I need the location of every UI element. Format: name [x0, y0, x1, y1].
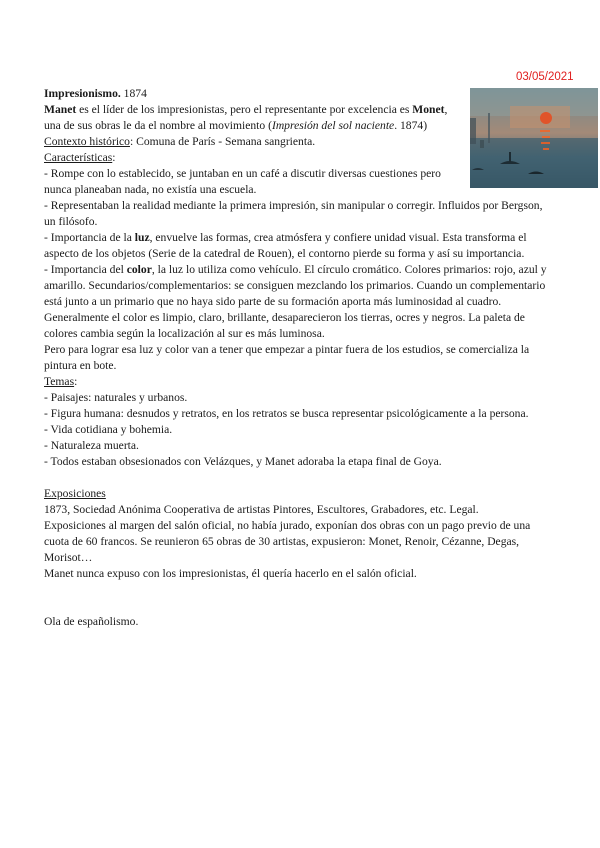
intro-text-1: es el líder de los impresionistas, pero el representante por excelencia es [76, 103, 413, 116]
theme-item: - Todos estaban obsesionados con Velázques, y Manet adoraba la etapa final de Goya. [44, 455, 442, 468]
closing-line: Ola de españolismo. [44, 615, 139, 628]
feature-line: colores cambia según la localización al sur es más luminosa. [44, 327, 325, 340]
theme-item: - Paisajes: naturales y urbanos. [44, 391, 188, 404]
feature-line: aspecto de los objetos (Serie de la catedral de Rouen), el contorno pierde su forma y así su importancia. [44, 247, 525, 260]
feature-text: , la luz lo utiliza como vehículo. El círculo cromático. Colores primarios: rojo, azul y [151, 263, 547, 276]
feature-line: un filósofo. [44, 215, 98, 228]
context-label: Contexto histórico [44, 135, 130, 148]
spacer [44, 470, 572, 486]
exhibition-line: Exposiciones al margen del salón oficial, no había jurado, exponían dos obras con un pago previo de una [44, 519, 531, 532]
theme-item: - Figura humana: desnudos y retratos, en los retratos se busca representar psicológicamente a la persona. [44, 407, 529, 420]
feature-line: - Representaban la realidad mediante la primera impresión, sin manipular o corregir. Influidos por Bergson, [44, 199, 543, 212]
feature-text: - Importancia del [44, 263, 127, 276]
context-line [44, 134, 572, 150]
features-heading: Características [44, 151, 113, 164]
exhibition-line: 1873, Sociedad Anónima Cooperativa de artistas Pintores, Escultores, Grabadores, etc. Legal. [44, 503, 479, 516]
title-line [44, 86, 572, 102]
color-keyword: color [126, 263, 152, 276]
exhibition-line: cuota de 60 francos. Se reunieron 65 obras de 30 artistas, expusieron: Monet, Renoir, Cézanne, Degas, [44, 535, 520, 548]
feature-text: - Importancia de la [44, 231, 135, 244]
monet-name: Monet [412, 103, 445, 116]
theme-item: - Vida cotidiana y bohemia. [44, 423, 173, 436]
document-body [44, 86, 572, 630]
title: Impresionismo. [44, 87, 121, 100]
feature-line: - Rompe con lo establecido, se juntaban en un café a discutir diversas cuestiones pero [44, 167, 441, 180]
feature-line: nunca planeaban nada, no existía una escuela. [44, 183, 257, 196]
spacer [44, 582, 572, 598]
feature-line: pintura en bote. [44, 359, 117, 372]
intro-text-3: una de sus obras le da el nombre al movimiento ( [44, 119, 272, 132]
luz-keyword: luz [134, 231, 150, 244]
exhibition-line: Manet nunca expuso con los impresionistas, él quería hacerlo en el salón oficial. [44, 567, 417, 580]
intro-line-1 [44, 102, 572, 118]
context-text: : Comuna de París - Semana sangrienta. [129, 135, 316, 148]
feature-text: , envuelve las formas, crea atmósfera y confiere unidad visual. Esta transforma el [149, 231, 527, 244]
date-stamp: 03/05/2021 [516, 71, 574, 83]
feature-line: Pero para lograr esa luz y color van a tener que empezar a pintar fuera de los estudios, se comercializa la [44, 343, 530, 356]
feature-line: amarillo. Secundarios/complementarios: se consiguen mezclando los primarios. Cuando un complementario [44, 279, 546, 292]
intro-line-2 [44, 118, 572, 134]
work-title: Impresión del sol naciente [271, 119, 395, 132]
manet-name: Manet [44, 103, 77, 116]
title-year: 1874 [123, 87, 147, 100]
feature-line [44, 262, 572, 278]
intro-text-4: . 1874) [394, 119, 428, 132]
exhibitions-heading: Exposiciones [44, 487, 106, 500]
theme-item: - Naturaleza muerta. [44, 439, 139, 452]
feature-line: está junto a un primario que no haya sido parte de su formación aporta más luminosidad al cuadro. [44, 295, 502, 308]
themes-heading-line: Temas: [44, 375, 78, 388]
feature-line: Generalmente el color es limpio, claro, brillante, desaparecieron los tierras, ocres y negros. La paleta de [44, 311, 525, 324]
feature-line [44, 230, 572, 246]
features-heading-line: Características: [44, 151, 116, 164]
themes-heading: Temas [44, 375, 75, 388]
intro-text-2: , [444, 103, 448, 116]
exhibition-line: Morisot… [44, 551, 93, 564]
spacer [44, 598, 572, 614]
